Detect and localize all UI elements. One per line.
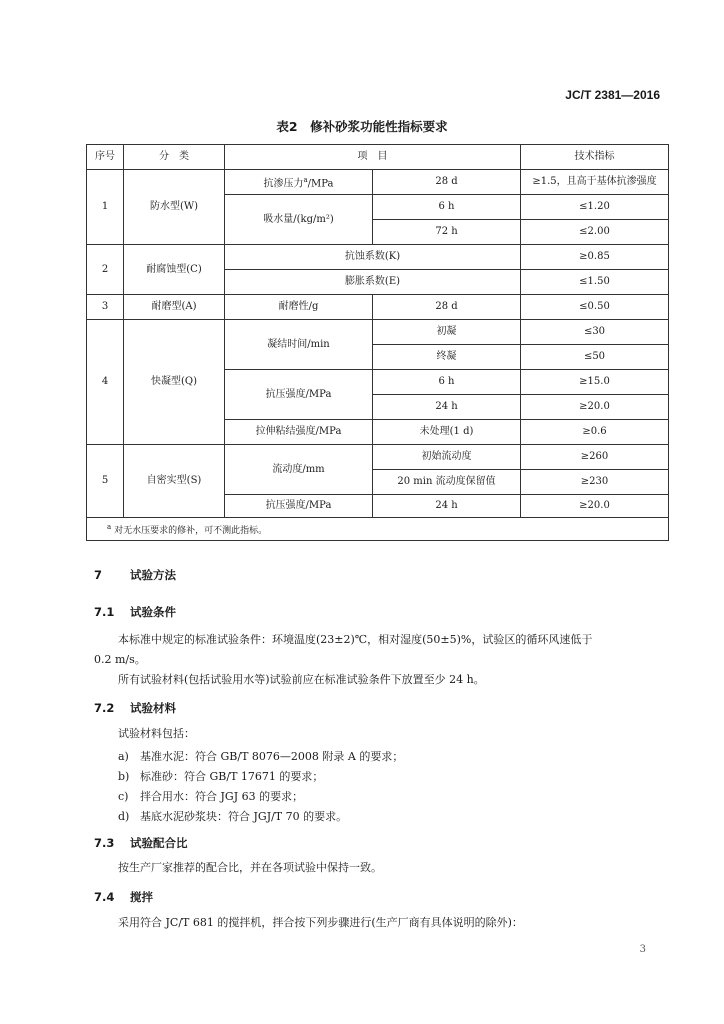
section-title: 试验材料: [130, 701, 176, 715]
section-7-3-heading: [94, 835, 188, 851]
condition-cell: 6 h: [373, 370, 521, 395]
standard-code: JC/T 2381—2016: [565, 88, 660, 102]
list-marker: d): [118, 810, 130, 823]
item-cell: 膨胀系数(E): [225, 270, 521, 295]
category-cell: 自密实型(S): [124, 445, 225, 518]
condition-cell: 终凝: [373, 345, 521, 370]
section-number: 7.2: [94, 701, 115, 715]
section-number: 7.3: [94, 836, 115, 850]
footnote-text: 对无水压要求的修补，可不测此指标。: [114, 526, 268, 536]
value-cell: ≥260: [521, 445, 669, 470]
seq-cell: 5: [87, 445, 124, 518]
value-cell: ≤1.20: [521, 195, 669, 220]
condition-cell: 20 min 流动度保留值: [373, 470, 521, 495]
section-title: 试验配合比: [130, 836, 188, 850]
item-cell: 拉伸粘结强度/MPa: [225, 420, 373, 445]
condition-cell: 未处理(1 d): [373, 420, 521, 445]
table-footnote-row: [87, 518, 669, 541]
requirements-table: [86, 144, 669, 541]
list-item: [118, 768, 323, 784]
item-cell: 抗蚀系数(K): [225, 245, 521, 270]
list-marker: c): [118, 790, 129, 803]
table-title: 表2 修补砂浆功能性指标要求: [276, 119, 448, 134]
condition-cell: 初始流动度: [373, 445, 521, 470]
condition-cell: 6 h: [373, 195, 521, 220]
value-cell: ≤2.00: [521, 220, 669, 245]
table-row: [87, 245, 669, 270]
list-item: [118, 788, 303, 804]
table-row: [87, 320, 669, 345]
section-title: 试验条件: [130, 605, 176, 619]
section-number: 7.1: [94, 605, 115, 619]
value-cell: ≤0.50: [521, 295, 669, 320]
value-cell: ≤50: [521, 345, 669, 370]
seq-cell: 3: [87, 295, 124, 320]
page-number: 3: [639, 944, 646, 955]
header-seq: 序号: [87, 145, 124, 170]
table-row: [87, 445, 669, 470]
value-cell: ≤1.50: [521, 270, 669, 295]
section-number: 7: [94, 568, 103, 582]
item-cell: 抗压强度/MPa: [225, 495, 373, 518]
seq-cell: 1: [87, 170, 124, 245]
category-cell: 快凝型(Q): [124, 320, 225, 445]
condition-cell: 初凝: [373, 320, 521, 345]
section-number: 7.4: [94, 890, 115, 904]
seq-cell: 4: [87, 320, 124, 445]
header-item: 项 目: [225, 145, 521, 170]
value-cell: ≥20.0: [521, 495, 669, 518]
category-cell: 耐腐蚀型(C): [124, 245, 225, 295]
paragraph: [94, 630, 664, 690]
table-footnote: [87, 518, 669, 541]
value-cell: ≤30: [521, 320, 669, 345]
paragraph: [94, 858, 664, 878]
paragraph: [94, 724, 664, 744]
paragraph-line: 0.2 m/s。: [94, 653, 146, 666]
item-cell: [225, 170, 373, 195]
list-text: 基底水泥砂浆块：符合 JGJ/T 70 的要求。: [140, 810, 348, 823]
table-header-row: [87, 145, 669, 170]
value-cell: ≥0.6: [521, 420, 669, 445]
condition-cell: 28 d: [373, 295, 521, 320]
list-item: [118, 808, 347, 824]
table-row: [87, 170, 669, 195]
table-row: [87, 295, 669, 320]
item-cell: 流动度/mm: [225, 445, 373, 495]
value-cell: ≥15.0: [521, 370, 669, 395]
paragraph-line: 采用符合 JC/T 681 的搅拌机，拌合按下列步骤进行(生产厂商有具体说明的除外)：: [118, 916, 523, 929]
list-item: [118, 748, 403, 764]
paragraph-line: 所有试验材料(包括试验用水等)试验前应在标准试验条件下放置至少 24 h。: [118, 673, 485, 686]
list-marker: a): [118, 750, 129, 763]
list-text: 标准砂：符合 GB/T 17671 的要求；: [140, 770, 324, 783]
item-unit: /MPa: [307, 178, 334, 190]
seq-cell: 2: [87, 245, 124, 295]
list-text: 基准水泥：符合 GB/T 8076—2008 附录 A 的要求；: [140, 750, 404, 763]
category-cell: 耐磨型(A): [124, 295, 225, 320]
paragraph-line: 试验材料包括：: [118, 727, 195, 740]
footnote-marker: a: [303, 175, 308, 184]
item-cell: 凝结时间/min: [225, 320, 373, 370]
condition-cell: 28 d: [373, 170, 521, 195]
value-cell: ≥1.5，且高于基体抗渗强度: [521, 170, 669, 195]
category-cell: 防水型(W): [124, 170, 225, 245]
header-requirement: 技术指标: [521, 145, 669, 170]
condition-cell: 24 h: [373, 495, 521, 518]
item-cell: 抗压强度/MPa: [225, 370, 373, 420]
item-cell: 耐磨性/g: [225, 295, 373, 320]
section-title: 搅拌: [130, 890, 153, 904]
paragraph: [94, 913, 664, 933]
section-7-4-heading: [94, 889, 153, 905]
condition-cell: 72 h: [373, 220, 521, 245]
value-cell: ≥230: [521, 470, 669, 495]
section-7-2-heading: [94, 700, 176, 716]
list-marker: b): [118, 770, 130, 783]
section-7-1-heading: [94, 604, 176, 620]
condition-cell: 24 h: [373, 395, 521, 420]
list-text: 拌合用水：符合 JGJ 63 的要求；: [140, 790, 304, 803]
section-title: 试验方法: [130, 568, 176, 582]
footnote-marker: a: [107, 523, 112, 531]
item-label: 抗渗压力: [263, 178, 304, 190]
value-cell: ≥0.85: [521, 245, 669, 270]
paragraph-line: 本标准中规定的标准试验条件：环境温度(23±2)℃，相对湿度(50±5)%，试验区的循环风速低于: [118, 633, 593, 646]
value-cell: ≥20.0: [521, 395, 669, 420]
item-cell: 吸水量/(kg/m²): [225, 195, 373, 245]
header-category: 分 类: [124, 145, 225, 170]
section-7-heading: [94, 567, 176, 583]
paragraph-line: 按生产厂家推荐的配合比，并在各项试验中保持一致。: [118, 861, 382, 874]
